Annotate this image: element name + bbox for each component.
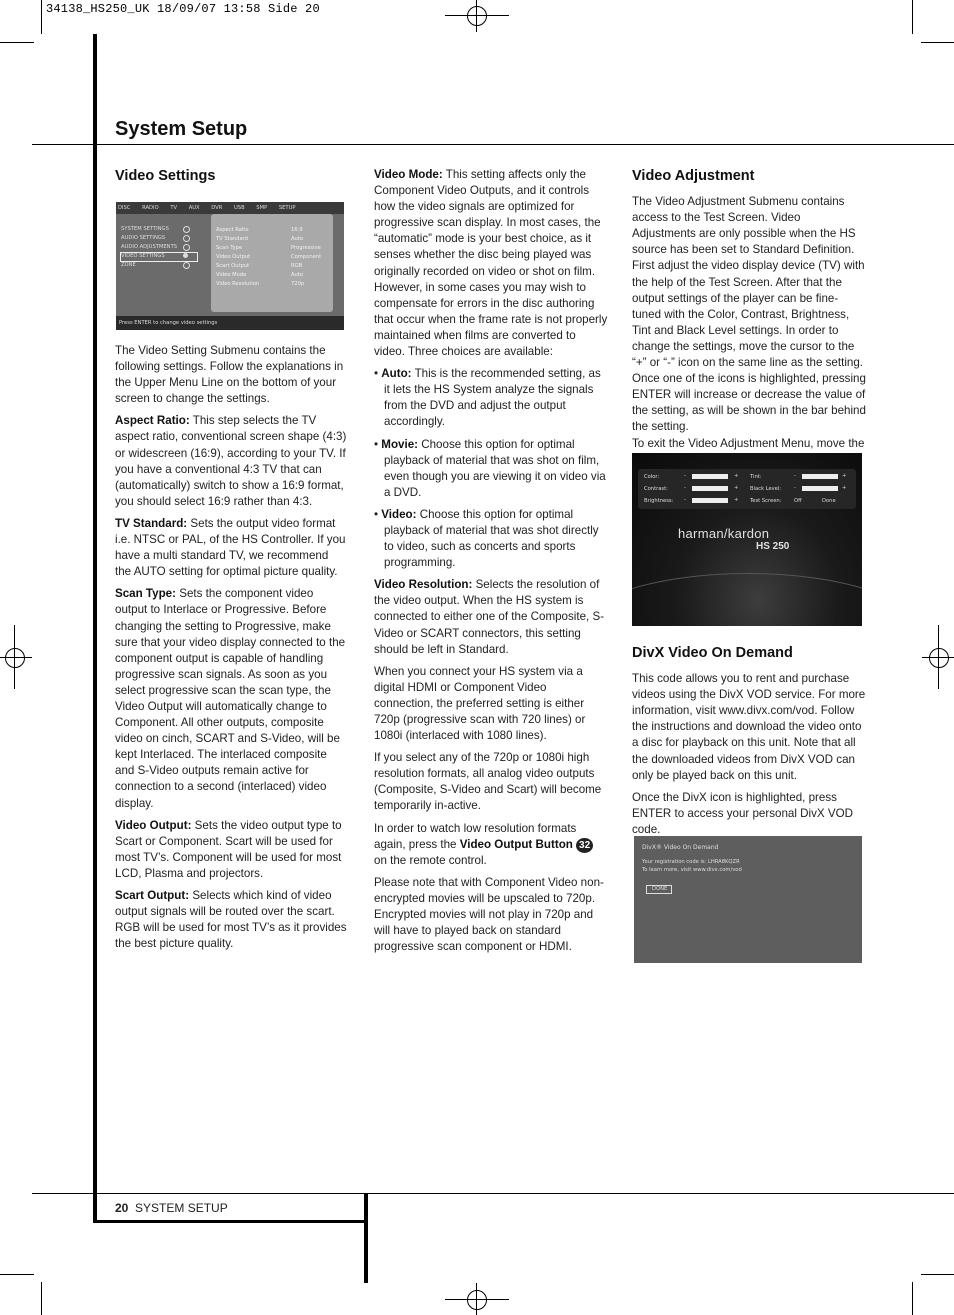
paragraph: Video Output: Sets the video output type to Scart or Component. Scart will be used for most TV’s. Component will be used for most LCD, Plasma and projectors. xyxy=(115,818,342,880)
plus-icon[interactable]: + xyxy=(734,497,739,503)
column-1-body xyxy=(115,343,347,958)
bullet-item: • Movie: Choose this option for optimal playback of material that was shot on film, even though you are viewing it on video via a DVD. xyxy=(374,437,606,499)
crop-mark xyxy=(0,1274,34,1275)
registration-mark xyxy=(922,625,954,689)
video-settings-screenshot xyxy=(116,202,344,330)
footer-rule xyxy=(32,1193,954,1194)
footer-underline xyxy=(93,1220,368,1223)
menu-item: ZONE xyxy=(121,262,136,268)
option-label: Video Resolution xyxy=(216,281,260,287)
menu-item: AUDIO ADJUSTMENTS xyxy=(121,244,178,250)
registration-mark xyxy=(445,1283,509,1315)
paragraph: Scan Type: Sets the component video output to Interlace or Progressive. Before changing the setting to Progressive, make sure that your video display connected to the component output is capable of handling progressive scan signals. As soon as you select progressive scan the scan type, the Video Output will automatically change to Component. All other outputs, composite video on cinch, SCART and S-Video, will be kept Interlaced. The interlaced composite and S-Video outputs remain active for connection to a second (interlaced) video display. xyxy=(115,587,346,810)
paragraph: In order to watch low resolution formats again, press the Video Output Button 32 on the remote control. xyxy=(374,821,608,869)
footer-divider xyxy=(364,1193,368,1283)
setting-label: Black Level: xyxy=(750,486,782,492)
level-bar xyxy=(802,486,838,491)
option-value: 720p xyxy=(291,281,305,287)
option-label: Scart Output xyxy=(216,263,250,269)
title-rule xyxy=(32,144,954,145)
radio-icon xyxy=(183,244,190,251)
menu-tabs: DISC RADIO TV AUX DVR USB SMP SETUP xyxy=(118,205,296,211)
paragraph: This code allows you to rent and purchase videos using the DivX VOD service. For more information, visit www.divx.com/vod. Follow the instructions and download the video onto a disc for playback on this unit. Note that all the downloaded videos from DivX VOD can only be played back on this unit. xyxy=(632,672,866,782)
setting-label: Color: xyxy=(644,474,660,480)
footer-label: SYSTEM SETUP xyxy=(135,1201,228,1215)
bullet-item: • Auto: This is the recommended setting, as it lets the HS System analyze the signals from the DVD and adjust the output accordingly. xyxy=(374,367,601,429)
crop-mark xyxy=(41,1282,42,1315)
crop-mark xyxy=(0,42,34,43)
paragraph: Scart Output: Selects which kind of video output signals will be routed over the scart. RGB will be used for most TV’s as it provides the best picture quality. xyxy=(115,889,347,951)
model-label: HS 250 xyxy=(756,541,790,552)
paragraph: Video Mode: This setting affects only the Component Video Outputs, and it controls how the video signals are optimized for progressive scan display. In most cases, the “automatic” mode is your best choice, as it senses whether the disc being played was originally recorded on video or shot on film. However, in some cases you may wish to compensate for errors in the disc authoring that occur when the frame rate is not properly maintained when films are converted to video. Three choices are available: xyxy=(374,168,608,359)
plus-icon[interactable]: + xyxy=(842,485,847,491)
section-heading: Video Adjustment xyxy=(632,168,755,184)
setting-label: Test Screen: xyxy=(750,498,782,504)
minus-icon[interactable]: - xyxy=(794,485,796,491)
divx-code-line: Your registration code is: LHRA8KQZR xyxy=(642,859,740,865)
bullet-item: • Video: Choose this option for optimal playback of material that was shot directly to video, such as concerts and sports programming. xyxy=(374,507,599,570)
level-bar xyxy=(692,498,728,503)
paragraph: Aspect Ratio: This step selects the TV aspect ratio, conventional screen shape (4:3) or widescreen (16:9), according to your TV. If you have a conventional 4:3 TV that can (automatically) switch to show a 16:9 format, you should select 16:9 rather than 4:3. xyxy=(115,414,347,508)
test-screen-value[interactable]: Off xyxy=(794,498,802,504)
column-3 xyxy=(632,168,866,474)
screen-footer: Press ENTER to change video settings xyxy=(119,320,218,326)
column-2 xyxy=(374,167,608,961)
option-value: Auto xyxy=(291,272,304,278)
section-heading: DivX Video On Demand xyxy=(632,645,793,661)
level-bar xyxy=(802,474,838,479)
option-value: 16:9 xyxy=(291,227,303,233)
radio-icon xyxy=(183,235,190,242)
divx-url-line: To learn more, visit www.divx.com/vod xyxy=(642,867,742,873)
plus-icon[interactable]: + xyxy=(734,473,739,479)
brand-logo: harman/kardon xyxy=(678,526,770,541)
level-bar xyxy=(692,474,728,479)
plus-icon[interactable]: + xyxy=(842,473,847,479)
minus-icon[interactable]: - xyxy=(794,473,796,479)
done-button[interactable]: Done xyxy=(822,498,836,504)
registration-mark xyxy=(445,0,509,32)
radio-icon xyxy=(183,262,190,269)
minus-icon[interactable]: - xyxy=(684,473,686,479)
option-value: Auto xyxy=(291,236,304,242)
divx-title: DivX® Video On Demand xyxy=(642,844,719,851)
crop-mark xyxy=(921,42,954,43)
page-number: 20 xyxy=(115,1201,129,1215)
plus-icon[interactable]: + xyxy=(734,485,739,491)
paragraph: Video Resolution: Selects the resolution of the video output. When the HS system is connected to either one of the Composite, S-Video or SCART connectors, this setting should be left in Standard. xyxy=(374,578,605,656)
button-number-badge: 32 xyxy=(576,838,593,853)
minus-icon[interactable]: - xyxy=(684,497,686,503)
crop-mark xyxy=(41,0,42,34)
decorative-arc xyxy=(632,573,862,626)
option-value: Component xyxy=(291,254,322,260)
setting-label: Tint: xyxy=(750,474,762,480)
divx-vod-screenshot xyxy=(634,836,862,963)
registration-mark xyxy=(0,625,32,689)
paragraph: When you connect your HS system via a digital HDMI or Component Video connection, the preferred setting is either 720p (progressive scan with 720 lines) or 1080i (interlaced with 1080 lines). xyxy=(374,664,586,743)
menu-item: SYSTEM SETTINGS xyxy=(121,226,169,232)
option-label: Video Mode xyxy=(216,272,247,278)
setting-label: Contrast: xyxy=(644,486,668,492)
minus-icon[interactable]: - xyxy=(684,485,686,491)
paragraph: To exit the Video Adjustment Menu, move the xyxy=(632,436,865,450)
paragraph: The Video Setting Submenu contains the following settings. Follow the explanations in the Upper Menu Line on the bottom of your screen to change the settings. xyxy=(115,344,344,406)
radio-icon xyxy=(183,226,190,233)
radio-icon xyxy=(183,253,188,258)
page-title: System Setup xyxy=(115,118,248,140)
menu-item: VIDEO SETTINGS xyxy=(121,253,165,259)
menu-item: AUDIO SETTINGS xyxy=(121,235,166,241)
divx-done-button[interactable]: DONE xyxy=(646,885,672,894)
option-label: Scan Type xyxy=(216,245,243,251)
option-label: Video Output xyxy=(216,254,251,260)
column-3-divx xyxy=(632,645,866,844)
page-footer xyxy=(115,1201,228,1215)
option-value: Progressive xyxy=(291,245,321,251)
paragraph: TV Standard: Sets the output video format i.e. NTSC or PAL, of the HS Controller. If you have a multi standard TV, we recommend the AUTO setting for optimal picture quality. xyxy=(115,516,346,579)
section-heading: Video Settings xyxy=(115,168,216,184)
option-label: Aspect Ratio xyxy=(216,227,249,233)
video-adjustment-screenshot xyxy=(632,453,862,626)
paragraph: Once the DivX icon is highlighted, press ENTER to access your personal DivX VOD code. xyxy=(632,790,854,836)
print-header: 34138_HS250_UK 18/09/07 13:58 Side 20 xyxy=(46,2,320,16)
crop-mark xyxy=(912,1282,913,1315)
level-bar xyxy=(692,486,728,491)
option-label: TV Standard xyxy=(216,236,248,242)
left-margin-bar xyxy=(93,34,97,1222)
paragraph: The Video Adjustment Submenu contains access to the Test Screen. Video Adjustments are only possible when the HS source has been set to Standard Definition. First adjust the video display device (TV) with the help of the Test Screen. After that the output settings of the player can be fine-tuned with the Color, Contrast, Brightness, Tint and Black Level settings. In order to change the settings, move the cursor to the “+” or “-” icon on the same line as the setting. Once one of the icons is highlighted, pressing ENTER will increase or decrease the value of the setting, as will be shown in the bar behind the setting. xyxy=(632,195,866,434)
crop-mark xyxy=(912,0,913,34)
paragraph: Please note that with Component Video non-encrypted movies will be upscaled to 720p. Encrypted movies will not play in 720p and will have to played back on standard progressive scan component or HDMI. xyxy=(374,875,604,954)
setting-label: Brightness: xyxy=(644,498,674,504)
column-1 xyxy=(115,168,347,194)
crop-mark xyxy=(921,1274,954,1275)
option-value: RGB xyxy=(291,263,303,269)
paragraph: If you select any of the 720p or 1080i high resolution formats, all analog video outputs (Composite, S-Video and Scart) will become temporarily in-active. xyxy=(374,751,602,813)
